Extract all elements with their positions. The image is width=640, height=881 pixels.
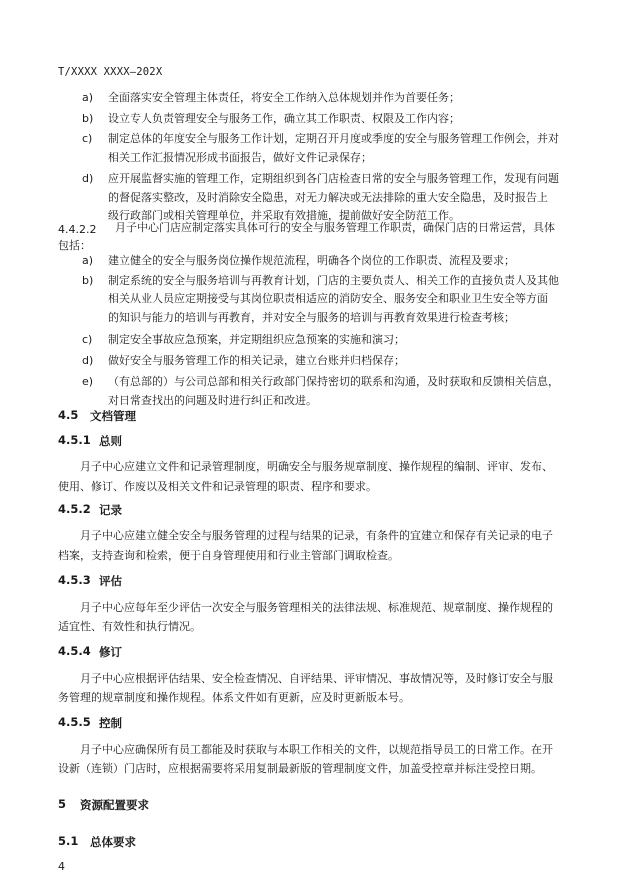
list-item-text: 设立专人负责管理安全与服务工作，确立其工作职责、权限及工作内容； [108,112,460,125]
chapter-number: 5 [58,797,67,811]
list-item-text: 全面落实安全管理主体责任，将安全工作纳入总体规划并作为首要任务； [108,91,460,104]
list-item-label: a) [82,91,94,104]
list-item-text: 的督促落实整改，及时消除安全隐患，对无力解决或无法排除的重大安全隐患，及时报告上 [108,191,548,204]
list-item-label: a) [82,254,94,267]
clause-number: 4.4.2.2 [58,223,97,236]
paragraph-line: 设新（连锁）门店时，应根据需要将采用复制最新版的管理制度文件，加盖受控章并标注受控日期。 [58,762,542,775]
list-item-text: 制定总体的年度安全与服务工作计划，定期召开月度或季度的安全与服务管理工作例会，并对 [108,132,559,145]
list-item-text: 制定系统的安全与服务培训与再教育计划，门店的主要负责人、相关工作的直接负责人及其他 [108,274,559,287]
subsection-number: 4.5.3 [58,573,91,587]
list-item-label: c) [82,132,93,145]
section-number: 4.5 [58,408,79,422]
list-item-label: b) [82,112,94,125]
paragraph-line: 档案，支持查询和检索，便于自身管理使用和行业主管部门调取检查。 [58,549,399,562]
list-item-text: 相关工作汇报情况形成书面报告，做好文件记录保存； [108,151,372,164]
list-item-text: 应开展监督实施的管理工作，定期组织到各门店检查日常的安全与服务管理工作，发现有问题 [108,172,559,185]
list-item-text: 的知识与能力的培训与再教育，并对安全与服务的培训与再教育效果进行检查考核； [108,311,515,324]
subsection-number: 4.5.4 [58,644,91,658]
list-item-text: 制定安全事故应急预案，并定期组织应急预案的实施和演习； [108,333,405,346]
list-item-label: b) [82,274,94,287]
paragraph-line: 月子中心应建立文件和记录管理制度，明确安全与服务规章制度、操作规程的编制、评审、发布、 [80,460,553,473]
subsection-number: 4.5.2 [58,502,91,516]
subsection-title: 修订 [99,645,122,659]
document-code: T/XXXX XXXX—202X [58,66,163,78]
chapter-title: 资源配置要求 [80,798,149,812]
subsection-title: 控制 [99,716,122,730]
list-item-label: d) [82,354,94,367]
paragraph-line: 务管理的规章制度和操作规程。体系文件如有更新，应及时更新版本号。 [58,691,410,704]
paragraph-line: 月子中心应建立健全安全与服务管理的过程与结果的记录，有条件的宜建立和保存有关记录的电子 [80,529,553,542]
clause-text: 月子中心门店应制定落实具体可行的安全与服务管理工作职责，确保门店的日常运营，具体 [115,221,555,234]
clause-text: 包括： [58,239,91,252]
paragraph-line: 月子中心应确保所有员工都能及时获取与本职工作相关的文件，以规范指导员工的日常工作。在开 [80,743,553,756]
list-item-label: e) [82,375,94,388]
subsection-title: 总则 [99,434,122,448]
subsection-title: 记录 [99,503,122,517]
subsection-number: 4.5.5 [58,715,91,729]
list-item-text: （有总部的）与公司总部和相关行政部门保持密切的联系和沟通，及时获取和反馈相关信息， [108,375,559,388]
list-item-label: c) [82,333,93,346]
list-item-text: 对日常查找出的问题及时进行纠正和改进。 [108,394,317,407]
paragraph-line: 使用、修订、作废以及相关文件和记录管理的职责、程序和要求。 [58,480,377,493]
section-title: 文档管理 [90,409,136,423]
list-item-text: 级行政部门或相关管理单位，并采取有效措施，提前做好安全防范工作。 [108,209,460,222]
paragraph-line: 适宜性、有效性和执行情况。 [58,620,201,633]
list-item-text: 建立健全的安全与服务岗位操作规范流程，明确各个岗位的工作职责、流程及要求； [108,254,515,267]
paragraph-line: 月子中心应每年至少评估一次安全与服务管理相关的法律法规、标准规范、规章制度、操作规程的 [80,601,553,614]
section-number: 5.1 [58,834,79,848]
list-item-label: d) [82,172,94,185]
list-item-text: 做好安全与服务管理工作的相关记录，建立台账并归档保存； [108,354,405,367]
subsection-title: 评估 [99,574,122,588]
section-title: 总体要求 [90,835,136,849]
page-number: 4 [58,860,65,873]
paragraph-line: 月子中心应根据评估结果、安全检查情况、自评结果、评审情况、事故情况等，及时修订安全与服 [80,672,553,685]
subsection-number: 4.5.1 [58,433,91,447]
list-item-text: 相关从业人员应定期接受与其岗位职责相适应的消防安全、服务安全和职业卫生安全等方面 [108,292,548,305]
